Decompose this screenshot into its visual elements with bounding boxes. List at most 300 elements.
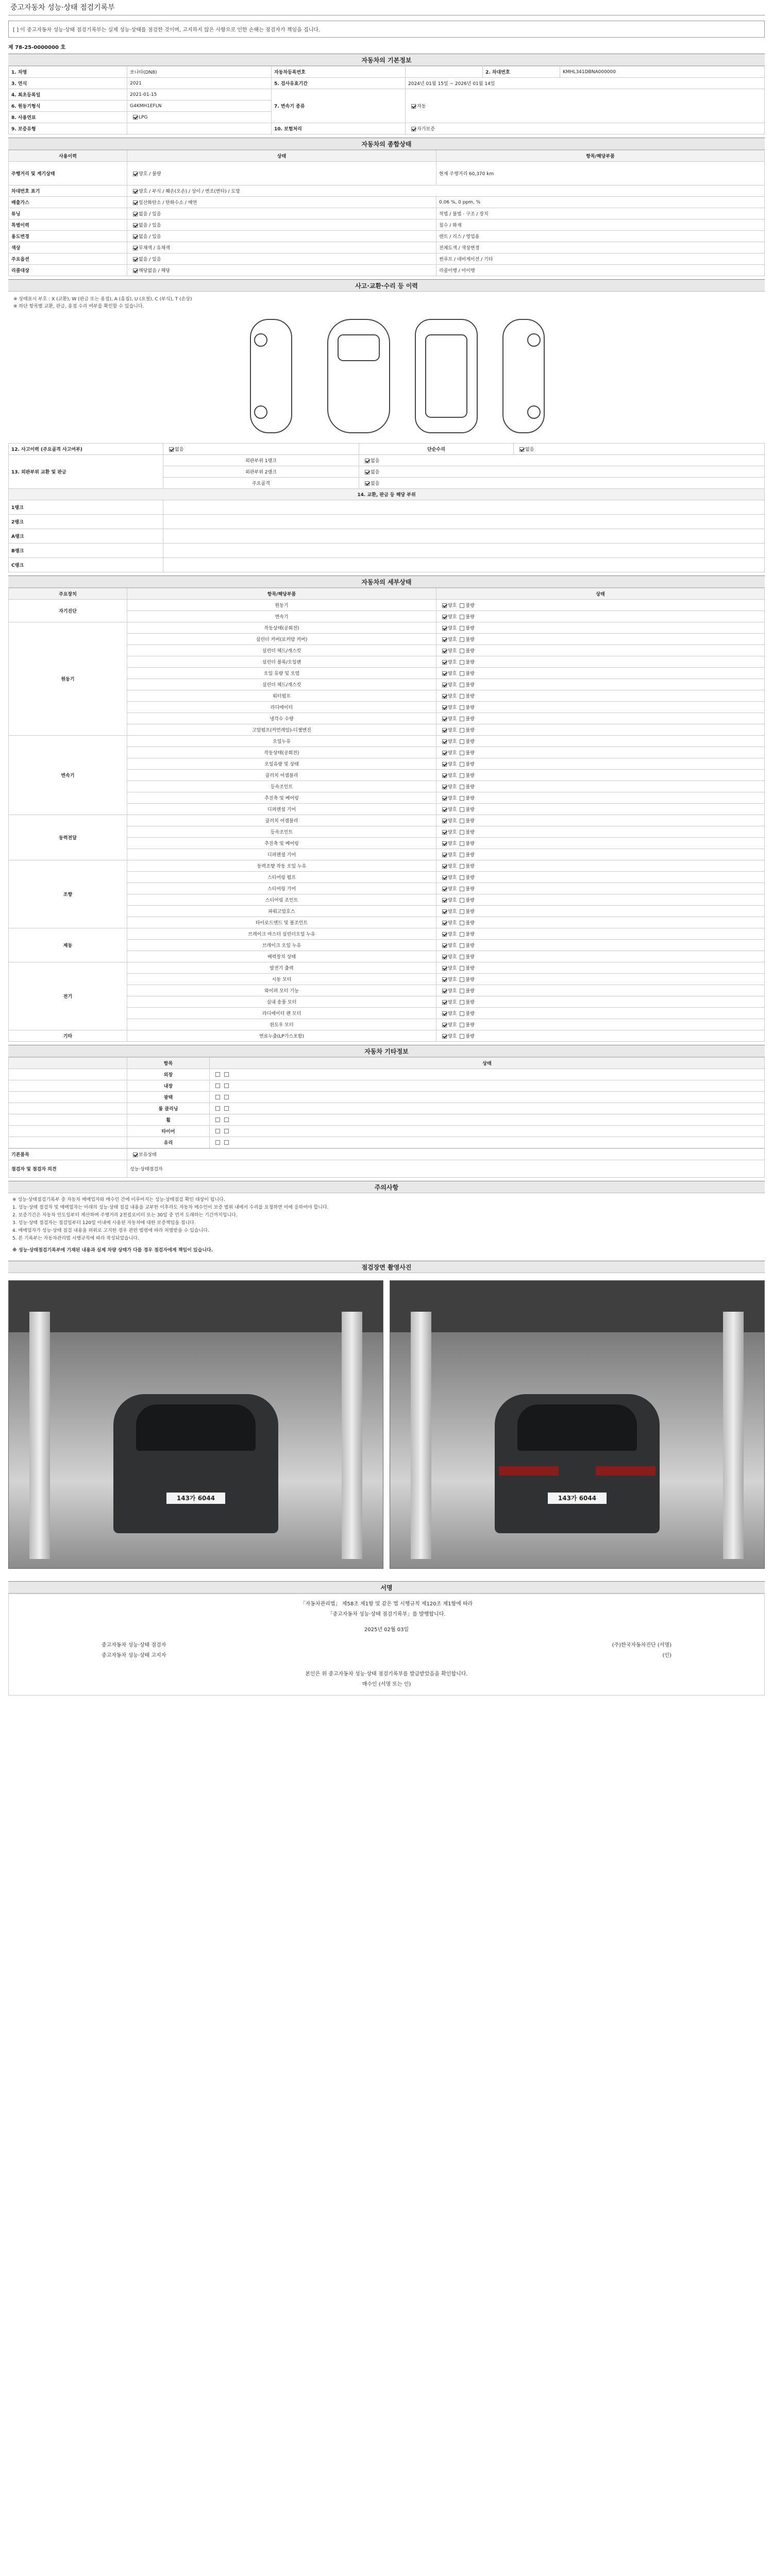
- sign-line: 「자동차관리법」 제58조 제1항 및 같은 법 시행규칙 제120조 제1항에 따라: [300, 1601, 473, 1607]
- label-basic-items: 기본품목: [9, 1149, 127, 1160]
- checkbox-icon[interactable]: [460, 819, 464, 823]
- checkbox-icon[interactable]: [442, 762, 447, 767]
- checkbox-icon[interactable]: [442, 955, 447, 959]
- checkbox-icon[interactable]: [411, 127, 416, 131]
- checkbox-icon[interactable]: [442, 785, 447, 789]
- checkbox-icon[interactable]: [460, 728, 464, 733]
- parts-rank: C랭크: [9, 558, 163, 572]
- status-bad-label: 불량: [465, 989, 475, 994]
- checkbox-icon[interactable]: [442, 796, 447, 801]
- checkbox-icon[interactable]: [215, 1083, 220, 1088]
- status-bad-label: 불량: [465, 626, 475, 631]
- other-item-label: 광택: [127, 1092, 210, 1103]
- general-state-text: 없음 / 있음: [139, 234, 161, 240]
- detail-item-label: 윈도우 모터: [127, 1019, 436, 1030]
- wheel-icon: [255, 406, 267, 418]
- status-bad-label: 불량: [465, 875, 475, 880]
- checkbox-icon[interactable]: [133, 200, 138, 205]
- status-bad-label: 불량: [465, 615, 475, 620]
- detail-item-label: 배력장치 상태: [127, 951, 436, 962]
- status-ok-label: 양호: [448, 615, 457, 620]
- checkbox-icon[interactable]: [442, 977, 447, 982]
- checkbox-icon[interactable]: [442, 705, 447, 710]
- detail-item-status: [436, 894, 765, 906]
- status-ok-label: 양호: [448, 943, 457, 948]
- label-first-reg: 4. 최초등록일: [9, 89, 127, 100]
- status-ok-label: 양호: [448, 898, 457, 903]
- general-label: 특별이력: [9, 219, 127, 231]
- detail-item-label: 클러치 어셈블리: [127, 815, 436, 826]
- general-parts: 렌트 / 리스 / 영업용: [436, 231, 765, 242]
- other-item-status: [210, 1137, 765, 1148]
- inspector-label: 중고자동차 성능·상태 점검자: [102, 1642, 166, 1648]
- rank-label: 주요골격: [163, 478, 359, 489]
- detail-group-label: 원동기: [9, 622, 127, 736]
- status-bad-label: 불량: [465, 637, 475, 642]
- rank-value-text: 없음: [371, 470, 380, 475]
- checkbox-icon[interactable]: [460, 1023, 464, 1027]
- status-bad-label: 불량: [465, 739, 475, 744]
- checkbox-icon[interactable]: [442, 887, 447, 891]
- status-ok-label: 양호: [448, 603, 457, 608]
- status-ok-label: 양호: [448, 1011, 457, 1016]
- checkbox-icon[interactable]: [133, 115, 138, 120]
- general-state: [127, 231, 436, 242]
- checkbox-icon[interactable]: [460, 841, 464, 846]
- status-bad-label: 불량: [465, 955, 475, 960]
- parts-row: [163, 544, 765, 558]
- other-item-status: [210, 1092, 765, 1103]
- status-ok-label: 양호: [448, 671, 457, 676]
- wheel-icon: [528, 334, 540, 346]
- detail-item-status: [436, 838, 765, 849]
- value-year: 2021: [127, 78, 272, 89]
- label-parts: 14. 교환, 판금 등 해당 부위: [9, 489, 765, 500]
- parts-row: [163, 500, 765, 515]
- checkbox-icon[interactable]: [133, 189, 138, 194]
- sign-line: 「중고자동차 성능·상태 점검기록부」를 발행합니다.: [327, 1612, 446, 1617]
- checkbox-icon[interactable]: [133, 1153, 138, 1157]
- rank-label: 외판부위 2랭크: [163, 466, 359, 478]
- checkbox-icon[interactable]: [460, 603, 464, 608]
- status-ok-label: 양호: [448, 649, 457, 654]
- detail-item-status: [436, 736, 765, 747]
- checkbox-icon[interactable]: [133, 172, 138, 176]
- other-item-status: [210, 1114, 765, 1126]
- checkbox-icon[interactable]: [133, 257, 138, 262]
- checkbox-icon[interactable]: [460, 807, 464, 812]
- label-opinion: 점검자 및 점검자 의견: [9, 1160, 127, 1178]
- detail-item-label: 실린더 블록/오일팬: [127, 656, 436, 668]
- checkbox-icon[interactable]: [215, 1140, 220, 1145]
- status-bad-label: 불량: [465, 1023, 475, 1028]
- status-bad-label: 불량: [465, 671, 475, 676]
- accident-table: [8, 443, 765, 572]
- caution-line: 2. 보증기간은 자동차 인도일부터 계산하며 주행거리 2천킬로미터 또는 30일 중 먼저 도래하는 기간까지입니다.: [12, 1213, 238, 1218]
- parts-rank: 2랭크: [9, 515, 163, 529]
- detail-item-status: [436, 600, 765, 611]
- checkbox-icon[interactable]: [224, 1140, 229, 1145]
- detail-item-status: [436, 940, 765, 951]
- checkbox-icon[interactable]: [460, 660, 464, 665]
- checkbox-icon[interactable]: [460, 1000, 464, 1005]
- dealer-value: (인): [662, 1653, 671, 1658]
- detail-item-label: 실내 송풍 모터: [127, 996, 436, 1008]
- checkbox-icon[interactable]: [442, 694, 447, 699]
- checkbox-icon[interactable]: [460, 649, 464, 653]
- checkbox-icon[interactable]: [442, 728, 447, 733]
- car-front-view: [328, 319, 390, 433]
- other-item-status: [210, 1080, 765, 1092]
- detail-group-label: 전기: [9, 962, 127, 1030]
- checkbox-icon[interactable]: [133, 234, 138, 239]
- checkbox-icon[interactable]: [224, 1083, 229, 1088]
- checkbox-icon[interactable]: [442, 909, 447, 914]
- status-bad-label: 불량: [465, 887, 475, 892]
- detail-item-status: [436, 690, 765, 702]
- status-bad-label: 불량: [465, 1000, 475, 1005]
- checkbox-icon[interactable]: [442, 932, 447, 937]
- document-number: 제 78-25-0000000 호: [8, 45, 66, 50]
- checkbox-icon[interactable]: [442, 1000, 447, 1005]
- detail-group-label: 조향: [9, 860, 127, 928]
- checkbox-icon[interactable]: [460, 989, 464, 993]
- checkbox-icon[interactable]: [215, 1129, 220, 1133]
- car-windshield: [136, 1404, 256, 1451]
- label-transmission: 7. 변속기 종류: [272, 89, 406, 123]
- checkbox-icon[interactable]: [365, 481, 369, 486]
- checkbox-icon[interactable]: [460, 932, 464, 937]
- other-blank-cell: [9, 1126, 127, 1137]
- checkbox-icon[interactable]: [460, 864, 464, 869]
- value-simple-repair-text: 없음: [525, 447, 534, 452]
- checkbox-icon[interactable]: [460, 705, 464, 710]
- general-state-table: [8, 150, 765, 276]
- general-state: [127, 253, 436, 265]
- value-accident-text: 없음: [175, 447, 184, 452]
- detail-item-label: 원동기: [127, 600, 436, 611]
- checkbox-icon[interactable]: [442, 898, 447, 903]
- status-bad-label: 불량: [465, 773, 475, 778]
- buyer-sign[interactable]: 매수인 (서명 또는 인): [362, 1682, 411, 1687]
- page-title: 중고자동차 성능·상태 점검기록부: [8, 0, 765, 15]
- status-bad-label: 불량: [465, 660, 475, 665]
- header-state: 상태: [127, 150, 436, 162]
- header-blank: [9, 1058, 127, 1069]
- checkbox-icon[interactable]: [460, 626, 464, 631]
- checkbox-icon[interactable]: [460, 739, 464, 744]
- checkbox-icon[interactable]: [442, 603, 447, 608]
- checkbox-icon[interactable]: [460, 1011, 464, 1016]
- checkbox-icon[interactable]: [133, 268, 138, 273]
- other-blank-cell: [9, 1114, 127, 1126]
- detail-item-label: 작동상태(공회전): [127, 622, 436, 634]
- checkbox-icon[interactable]: [460, 921, 464, 925]
- detail-item-status: [436, 974, 765, 985]
- checkbox-icon[interactable]: [460, 1034, 464, 1039]
- status-bad-label: 불량: [465, 717, 475, 722]
- checkbox-icon[interactable]: [442, 989, 447, 993]
- car-top-view: [415, 319, 477, 433]
- checkbox-icon[interactable]: [442, 807, 447, 812]
- status-ok-label: 양호: [448, 728, 457, 733]
- other-item-status: [210, 1069, 765, 1080]
- detail-item-label: 시동 모터: [127, 974, 436, 985]
- detail-item-label: 오일 유량 및 오염: [127, 668, 436, 679]
- checkbox-icon[interactable]: [442, 626, 447, 631]
- checkbox-icon[interactable]: [460, 977, 464, 982]
- detail-item-status: [436, 1008, 765, 1019]
- status-ok-label: 양호: [448, 1000, 457, 1005]
- other-item-status: [210, 1103, 765, 1114]
- checkbox-icon[interactable]: [224, 1129, 229, 1133]
- checkbox-icon[interactable]: [460, 898, 464, 903]
- detail-item-status: [436, 611, 765, 622]
- checkbox-icon[interactable]: [460, 717, 464, 721]
- wheel-icon: [255, 334, 267, 346]
- status-bad-label: 불량: [465, 898, 475, 903]
- checkbox-icon[interactable]: [442, 717, 447, 721]
- checkbox-icon[interactable]: [215, 1106, 220, 1111]
- checkbox-icon[interactable]: [133, 223, 138, 228]
- other-blank-cell: [9, 1103, 127, 1114]
- label-warranty: 9. 보증유형: [9, 123, 127, 134]
- checkbox-icon[interactable]: [442, 683, 447, 687]
- checkbox-icon[interactable]: [169, 447, 174, 452]
- detail-item-label: 추진축 및 베어링: [127, 792, 436, 804]
- detail-item-status: [436, 724, 765, 736]
- status-ok-label: 양호: [448, 819, 457, 824]
- status-ok-label: 양호: [448, 1034, 457, 1039]
- general-parts-text2: 구조 / 장치: [466, 212, 489, 217]
- status-ok-label: 양호: [448, 966, 457, 971]
- detail-item-status: [436, 770, 765, 781]
- general-label: 튜닝: [9, 208, 127, 219]
- general-label: 리콜대상: [9, 265, 127, 276]
- checkbox-icon[interactable]: [224, 1072, 229, 1077]
- detail-item-label: 변속기: [127, 611, 436, 622]
- checkbox-icon[interactable]: [365, 470, 369, 474]
- checkbox-icon[interactable]: [442, 1011, 447, 1016]
- value-vin: KMHL341DBNA000000: [560, 66, 765, 78]
- checkbox-icon[interactable]: [460, 966, 464, 971]
- photo-row: [8, 1280, 765, 1569]
- ceiling-shape: [390, 1281, 764, 1332]
- checkbox-icon[interactable]: [215, 1117, 220, 1122]
- detail-item-label: 등속조인트: [127, 781, 436, 792]
- label-engine: 6. 원동기형식: [9, 100, 127, 112]
- status-ok-label: 양호: [448, 932, 457, 937]
- header-status: 상태: [210, 1058, 765, 1069]
- label-fuel: 8. 사용연료: [9, 112, 127, 123]
- car-diagram: [8, 314, 765, 443]
- checkbox-icon[interactable]: [442, 739, 447, 744]
- checkbox-icon[interactable]: [460, 762, 464, 767]
- checkbox-icon[interactable]: [133, 212, 138, 216]
- checkbox-icon[interactable]: [519, 447, 524, 452]
- checkbox-icon[interactable]: [442, 841, 447, 846]
- detail-item-status: [436, 804, 765, 815]
- other-item-label: 타이어: [127, 1126, 210, 1137]
- car-diagram-svg: [8, 314, 765, 443]
- detail-group-label: 동력전달: [9, 815, 127, 860]
- checkbox-icon[interactable]: [224, 1117, 229, 1122]
- checkbox-icon[interactable]: [442, 637, 447, 642]
- section-other-info: 자동차 기타정보: [8, 1045, 765, 1057]
- checkbox-icon[interactable]: [442, 943, 447, 948]
- tail-lamp: [499, 1466, 559, 1476]
- detail-item-label: 오일누유: [127, 736, 436, 747]
- detail-item-label: 라디에이터: [127, 702, 436, 713]
- general-parts: 리콜이행 / 미이행: [436, 265, 765, 276]
- detail-item-label: 타이로드엔드 및 볼조인트: [127, 917, 436, 928]
- detail-item-label: 브레이크 오일 누유: [127, 940, 436, 951]
- detail-item-label: 냉각수 수량: [127, 713, 436, 724]
- rank-value-text: 없음: [371, 459, 380, 464]
- checkbox-icon[interactable]: [442, 1034, 447, 1039]
- general-parts: 전체도색 / 색상변경: [436, 242, 765, 253]
- other-item-label: 외장: [127, 1069, 210, 1080]
- checkbox-icon[interactable]: [460, 796, 464, 801]
- value-basic-items: [127, 1149, 765, 1160]
- checkbox-icon[interactable]: [442, 649, 447, 653]
- checkbox-icon[interactable]: [460, 887, 464, 891]
- checkbox-icon[interactable]: [224, 1106, 229, 1111]
- detail-item-status: [436, 826, 765, 838]
- checkbox-icon[interactable]: [460, 694, 464, 699]
- status-ok-label: 양호: [448, 626, 457, 631]
- checkbox-icon[interactable]: [460, 637, 464, 642]
- general-parts: 적법 / 불법 · 구조 / 장치: [436, 208, 765, 219]
- caution-bold: ※ 성능·상태점검기록부에 기재된 내용과 실제 차량 상태가 다를 경우 점검자에게 책임이 있습니다.: [12, 1248, 213, 1253]
- other-info-table: [8, 1057, 765, 1148]
- other-item-label: 룸 클리닝: [127, 1103, 210, 1114]
- license-plate: 143가 6044: [547, 1492, 607, 1504]
- checkbox-icon[interactable]: [460, 671, 464, 676]
- status-bad-label: 불량: [465, 819, 475, 824]
- label-year: 3. 연식: [9, 78, 127, 89]
- checkbox-icon[interactable]: [460, 773, 464, 778]
- rank-value-text: 없음: [371, 481, 380, 486]
- checkbox-icon[interactable]: [215, 1072, 220, 1077]
- general-state-text: 양호 / 부식 / 훼손(오손) / 상이 / 변조(변타) / 도말: [139, 189, 240, 194]
- checkbox-icon[interactable]: [442, 830, 447, 835]
- checkbox-icon[interactable]: [442, 671, 447, 676]
- status-ok-label: 양호: [448, 989, 457, 994]
- checkbox-icon[interactable]: [460, 853, 464, 857]
- checkbox-icon[interactable]: [460, 615, 464, 619]
- header-history: 사용이력: [9, 150, 127, 162]
- checkbox-icon[interactable]: [442, 819, 447, 823]
- status-ok-label: 양호: [448, 694, 457, 699]
- detail-item-label: 등속조인트: [127, 826, 436, 838]
- checkbox-icon[interactable]: [411, 104, 416, 109]
- detail-item-status: [436, 928, 765, 940]
- status-ok-label: 양호: [448, 1023, 457, 1028]
- label-rank: 13. 외판부위 교환 및 판금: [9, 455, 163, 489]
- detail-item-label: 클러치 어셈블리: [127, 770, 436, 781]
- header-item: 항목/해당부품: [127, 588, 436, 600]
- status-ok-label: 양호: [448, 762, 457, 767]
- checkbox-icon[interactable]: [460, 751, 464, 755]
- checkbox-icon[interactable]: [442, 751, 447, 755]
- checkbox-icon[interactable]: [442, 660, 447, 665]
- checkbox-icon[interactable]: [442, 921, 447, 925]
- caution-line: ※ 성능·상태점검기록부 중 자동차 매매업자와 매수인 간에 이루어지는 성능·상태점검 확인 대상이 됩니다.: [12, 1197, 225, 1202]
- detail-group-label: 자기진단: [9, 600, 127, 622]
- checkbox-icon[interactable]: [460, 955, 464, 959]
- detail-item-status: [436, 951, 765, 962]
- detail-item-status: [436, 622, 765, 634]
- general-parts-text: 적법 / 불법: [439, 212, 462, 217]
- notice-box: [ ] 이 중고자동차 성능·상태 점검기록부는 실제 성능·상태를 점검한 것이며, 고지하지 않은 사항으로 인한 손해는 점검자가 책임을 집니다.: [8, 21, 765, 38]
- detail-item-label: 스티어링 기어: [127, 883, 436, 894]
- status-bad-label: 불량: [465, 762, 475, 767]
- checkbox-icon[interactable]: [215, 1095, 220, 1099]
- checkbox-icon[interactable]: [460, 909, 464, 914]
- tail-lamp: [596, 1466, 656, 1476]
- car-rear-window: [517, 1404, 637, 1451]
- checkbox-icon[interactable]: [442, 1023, 447, 1027]
- detail-item-label: 디퍼렌셜 기어: [127, 849, 436, 860]
- status-ok-label: 양호: [448, 909, 457, 914]
- value-simple-repair: [514, 444, 765, 455]
- checkbox-icon[interactable]: [460, 683, 464, 687]
- general-state: [127, 219, 436, 231]
- label-car-name: 1. 차명: [9, 66, 127, 78]
- checkbox-icon[interactable]: [460, 785, 464, 789]
- value-fuel-text: LPG: [139, 114, 148, 120]
- status-bad-label: 불량: [465, 694, 475, 699]
- value-warranty: [127, 123, 272, 134]
- detail-item-label: 동력조향 작동 오일 누유: [127, 860, 436, 872]
- checkbox-icon[interactable]: [442, 864, 447, 869]
- status-ok-label: 양호: [448, 796, 457, 801]
- label-reg-no: 자동차등록번호: [272, 66, 406, 78]
- label-vin: 2. 차대번호: [483, 66, 560, 78]
- general-label: 용도변경: [9, 231, 127, 242]
- value-insurance: [406, 123, 765, 134]
- value-engine: G4KMH1EFLN: [127, 100, 272, 112]
- section-general-state: 자동차의 종합상태: [8, 138, 765, 150]
- status-ok-label: 양호: [448, 785, 457, 790]
- other-item-label: 휠: [127, 1114, 210, 1126]
- status-bad-label: 불량: [465, 796, 475, 801]
- checkbox-icon[interactable]: [133, 246, 138, 250]
- checkbox-icon[interactable]: [460, 875, 464, 880]
- status-ok-label: 양호: [448, 739, 457, 744]
- checkbox-icon[interactable]: [442, 615, 447, 619]
- checkbox-icon[interactable]: [365, 459, 369, 463]
- checkbox-icon[interactable]: [442, 966, 447, 971]
- roof-shape: [426, 335, 467, 417]
- checkbox-icon[interactable]: [224, 1095, 229, 1099]
- status-ok-label: 양호: [448, 751, 457, 756]
- status-ok-label: 양호: [448, 977, 457, 982]
- checkbox-icon[interactable]: [460, 830, 464, 835]
- car-left-side: [250, 319, 292, 433]
- detail-item-label: 실린더 커버(로커암 커버): [127, 634, 436, 645]
- other-item-label: 유리: [127, 1137, 210, 1148]
- status-ok-label: 양호: [448, 717, 457, 722]
- status-bad-label: 불량: [465, 943, 475, 948]
- checkbox-icon[interactable]: [442, 875, 447, 880]
- checkbox-icon[interactable]: [460, 943, 464, 948]
- checkbox-icon[interactable]: [442, 853, 447, 857]
- header-parts: 항목/해당부품: [436, 150, 765, 162]
- checkbox-icon[interactable]: [442, 773, 447, 778]
- detail-item-label: 디퍼렌셜 기어: [127, 804, 436, 815]
